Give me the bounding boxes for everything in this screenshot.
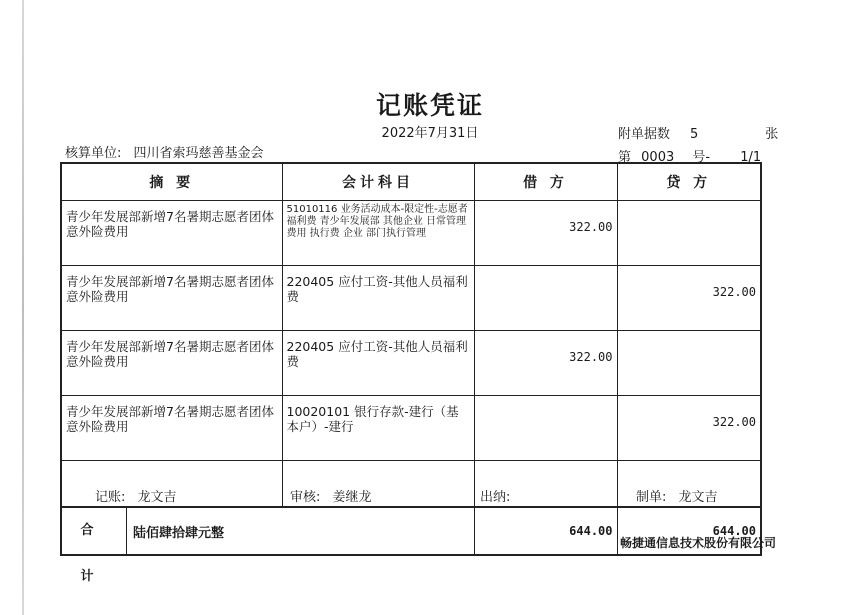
row-summary: 青少年发展部新增7名暑期志愿者团体意外险费用 xyxy=(61,266,282,331)
table-row xyxy=(61,331,761,396)
voucher-date: 2022年7月31日 xyxy=(381,126,479,141)
row-summary: 青少年发展部新增7名暑期志愿者团体意外险费用 xyxy=(61,201,282,266)
total-debit: 644.00 xyxy=(474,507,617,555)
row-credit: 322.00 xyxy=(617,266,761,331)
voucher-suffix: 号- xyxy=(692,150,711,165)
total-label: 合 计 xyxy=(62,508,127,554)
row-credit xyxy=(617,331,761,396)
table-row xyxy=(61,266,761,331)
bookkeeper-field xyxy=(95,486,177,505)
unit-name: 四川省索玛慈善基金会 xyxy=(133,146,264,161)
preparer-name: 龙文吉 xyxy=(678,490,718,505)
row-summary: 青少年发展部新增7名暑期志愿者团体意外险费用 xyxy=(61,396,282,461)
row-debit xyxy=(474,396,617,461)
row-summary: 青少年发展部新增7名暑期志愿者团体意外险费用 xyxy=(61,331,282,396)
total-words: 陆佰肆拾肆元整 xyxy=(133,525,225,541)
voucher-page: 1/1 xyxy=(740,150,762,165)
attach-unit: 张 xyxy=(765,127,779,142)
table-header-row xyxy=(61,163,761,201)
voucher-title: 记账凭证 xyxy=(375,91,484,120)
preparer-field xyxy=(636,486,718,505)
row-debit: 322.00 xyxy=(474,331,617,396)
accounting-unit xyxy=(65,142,264,161)
header-credit: 贷 方 xyxy=(617,163,761,201)
row-account: 10020101 银行存款-建行（基本户）-建行 xyxy=(282,396,474,461)
total-credit: 644.00 xyxy=(617,507,761,555)
row-credit xyxy=(617,201,761,266)
row-debit xyxy=(474,266,617,331)
row-account: 220405 应付工资-其他人员福利费 xyxy=(282,266,474,331)
reviewer-label: 审核: xyxy=(290,490,321,505)
attachment-count xyxy=(618,123,778,142)
bookkeeper-name: 龙文吉 xyxy=(137,490,177,505)
voucher-no: 0003 xyxy=(641,150,675,165)
cashier-label: 出纳: xyxy=(480,490,511,505)
attach-label: 附单据数 xyxy=(618,127,671,142)
voucher-prefix: 第 xyxy=(618,150,632,165)
row-account: 51010116 业务活动成本-限定性-志愿者福利费 青少年发展部 其他企业 日常管理费用 执行费 企业 部门执行管理 xyxy=(282,201,474,266)
header-summary: 摘 要 xyxy=(61,163,282,201)
cashier-field xyxy=(480,486,518,505)
header-debit: 借 方 xyxy=(474,163,617,201)
total-cell xyxy=(61,507,474,584)
table-row xyxy=(61,201,761,266)
unit-label: 核算单位: xyxy=(65,146,122,161)
bookkeeper-label: 记账: xyxy=(95,490,126,505)
reviewer-field xyxy=(290,486,372,505)
row-account: 220405 应付工资-其他人员福利费 xyxy=(282,331,474,396)
row-credit: 322.00 xyxy=(617,396,761,461)
preparer-label: 制单: xyxy=(636,490,667,505)
row-debit: 322.00 xyxy=(474,201,617,266)
attach-count: 5 xyxy=(690,127,699,142)
header-account: 会计科目 xyxy=(282,163,474,201)
software-company: 畅捷通信息技术股份有限公司 xyxy=(620,536,777,550)
table-row xyxy=(61,396,761,461)
reviewer-name: 姜继龙 xyxy=(332,490,372,505)
